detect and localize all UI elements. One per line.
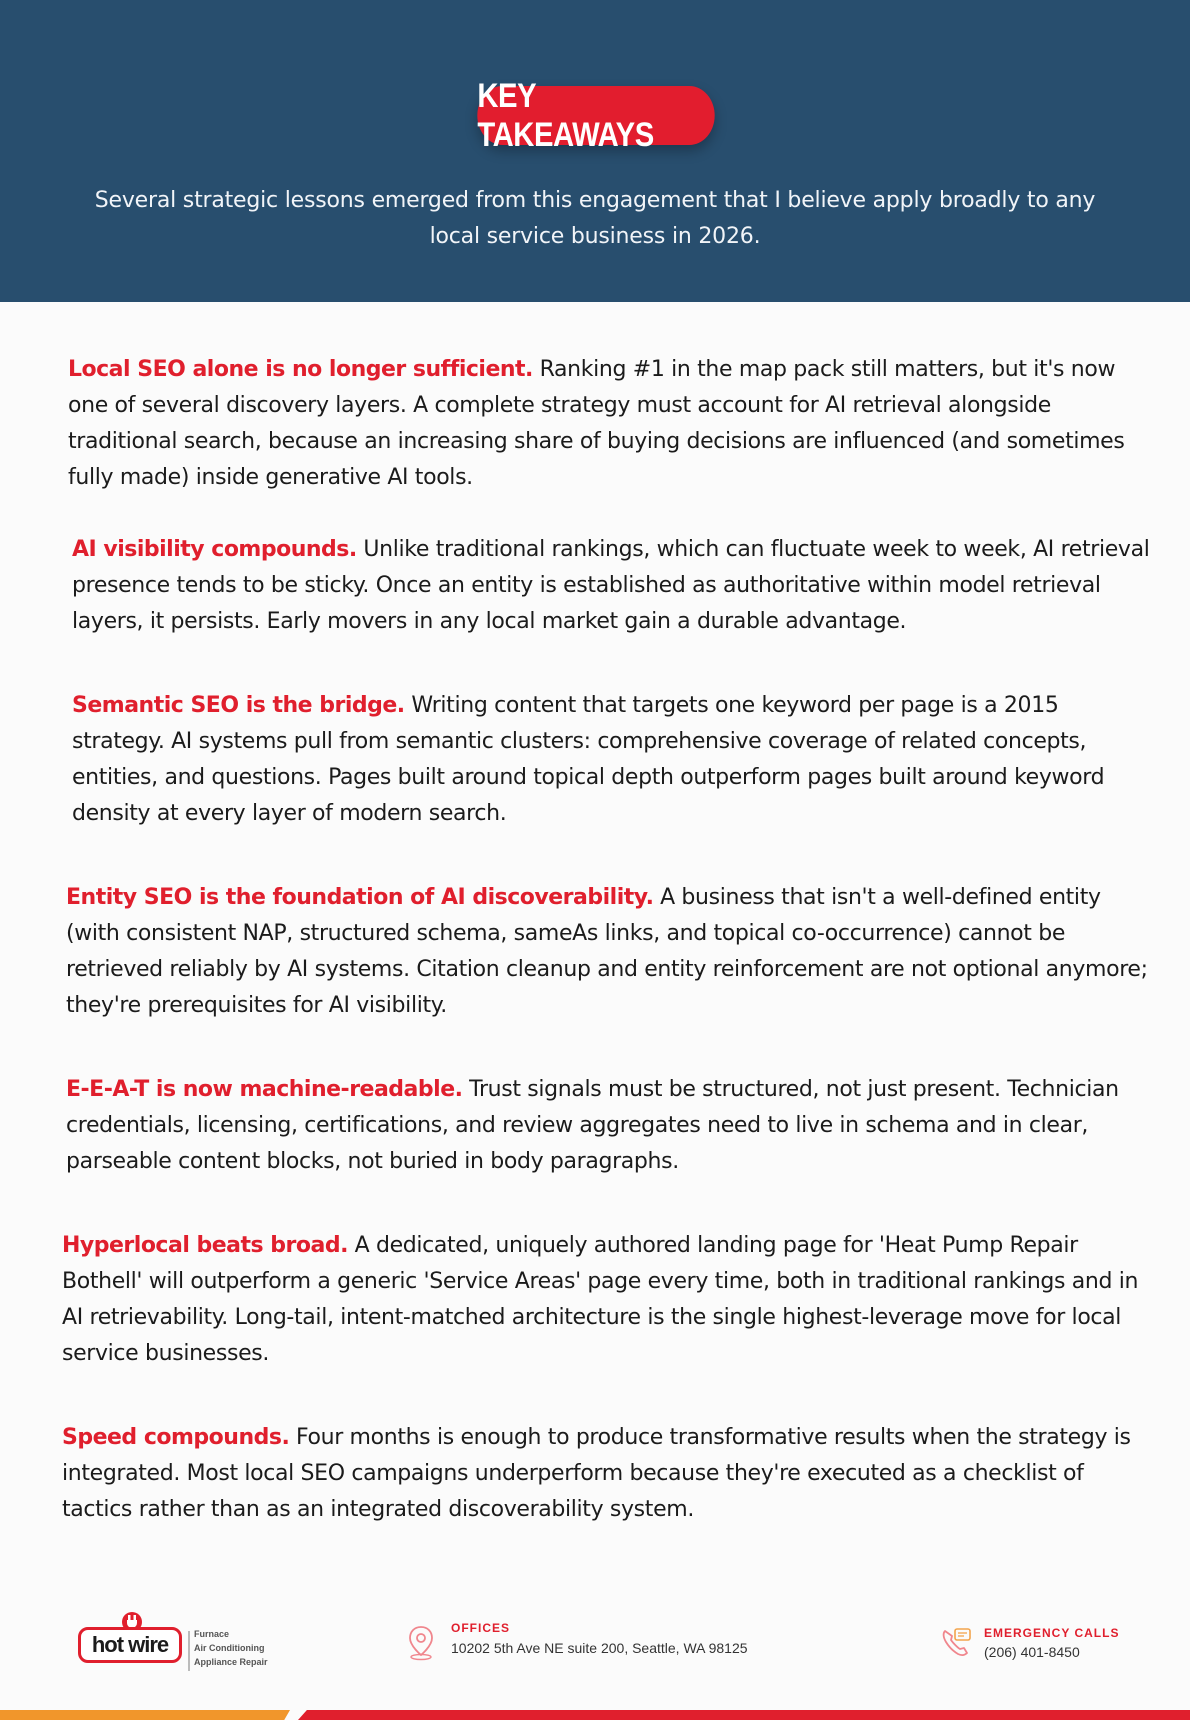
takeaway-lead: E-E-A-T is now machine-readable. <box>66 1077 463 1102</box>
takeaway-body: A dedicated, uniquely authored landing page for 'Heat Pump Repair Bothell' will outperform a generic 'Service Areas' page every time, both in traditional rankings and in AI retrievability. Long-tail, intent-matched architecture is the single highest-leverage move for local service businesses. <box>62 1233 1139 1366</box>
logo-tagline-line: Appliance Repair <box>194 1657 268 1667</box>
hot-wire-logo[interactable] <box>78 1609 268 1669</box>
takeaway-lead: Semantic SEO is the bridge. <box>72 693 405 718</box>
takeaway-1 <box>68 352 1150 496</box>
takeaway-lead: AI visibility compounds. <box>72 537 357 562</box>
takeaway-body: Unlike traditional rankings, which can fluctuate week to week, AI retrieval presence tends to be sticky. Once an entity is established as authoritative within model retrieval layers, it persists. Early movers in any local market gain a durable advantage. <box>72 537 1150 634</box>
takeaway-body: Ranking #1 in the map pack still matters, but it's now one of several discovery layers. A complete strategy must account for AI retrieval alongside traditional search, because an increasing share of buying decisions are influenced (and sometimes fully made) inside generative AI tools. <box>68 357 1125 490</box>
footer <box>0 1595 1190 1705</box>
logo-wordmark: hot wire <box>78 1627 182 1663</box>
phone-chat-icon <box>938 1625 974 1661</box>
offices-label: OFFICES <box>451 1621 511 1635</box>
footer-accent-bar-red <box>298 1710 1190 1720</box>
takeaway-body: Trust signals must be structured, not just present. Technician credentials, licensing, certifications, and review aggregates need to live in schema and in clear, parseable content blocks, not buried in body paragraphs. <box>66 1077 1119 1174</box>
takeaway-body: A business that isn't a well-defined entity (with consistent NAP, structured schema, sameAs links, and topical co-occurrence) cannot be retrieved reliably by AI systems. Citation cleanup and entity reinforcement are not optional anymore; they're prerequisites for AI visibility. <box>66 885 1148 1018</box>
takeaway-lead: Entity SEO is the foundation of AI discoverability. <box>66 885 654 910</box>
footer-accent-bar-orange <box>0 1710 290 1720</box>
location-pin-icon <box>406 1625 436 1661</box>
takeaway-6 <box>62 1228 1152 1372</box>
emergency-calls-label: EMERGENCY CALLS <box>984 1626 1120 1640</box>
takeaway-lead: Speed compounds. <box>62 1425 290 1450</box>
takeaway-4 <box>66 880 1156 1024</box>
logo-tagline-line: Furnace <box>194 1629 230 1639</box>
takeaway-lead: Hyperlocal beats broad. <box>62 1233 348 1258</box>
takeaway-7 <box>62 1420 1142 1528</box>
takeaway-body: Writing content that targets one keyword per page is a 2015 strategy. AI systems pull from semantic clusters: comprehensive coverage of related concepts, entities, and questions. Pages built around topical depth outperform pages built around keyword density at every layer of modern search. <box>72 693 1105 826</box>
intro-text: Several strategic lessons emerged from this engagement that I believe apply broadly to any local service business in 2026. <box>94 188 1096 249</box>
key-takeaways-badge: KEY TAKEAWAYS <box>477 86 714 145</box>
emergency-phone-number[interactable]: (206) 401-8450 <box>984 1644 1080 1660</box>
header-banner <box>0 0 1190 302</box>
logo-tagline <box>194 1627 268 1669</box>
logo-divider <box>188 1631 190 1671</box>
offices-address[interactable]: 10202 5th Ave NE suite 200, Seattle, WA 98125 <box>451 1640 748 1656</box>
takeaway-lead: Local SEO alone is no longer sufficient. <box>68 357 533 382</box>
takeaway-2 <box>72 532 1150 640</box>
logo-tagline-line: Air Conditioning <box>194 1643 265 1653</box>
takeaway-5 <box>66 1072 1138 1180</box>
takeaway-body: Four months is enough to produce transformative results when the strategy is integrated. Most local SEO campaigns underperform because they're executed as a checklist of tactics rather than as an integrated discoverability system. <box>62 1425 1131 1522</box>
takeaway-3 <box>72 688 1132 832</box>
